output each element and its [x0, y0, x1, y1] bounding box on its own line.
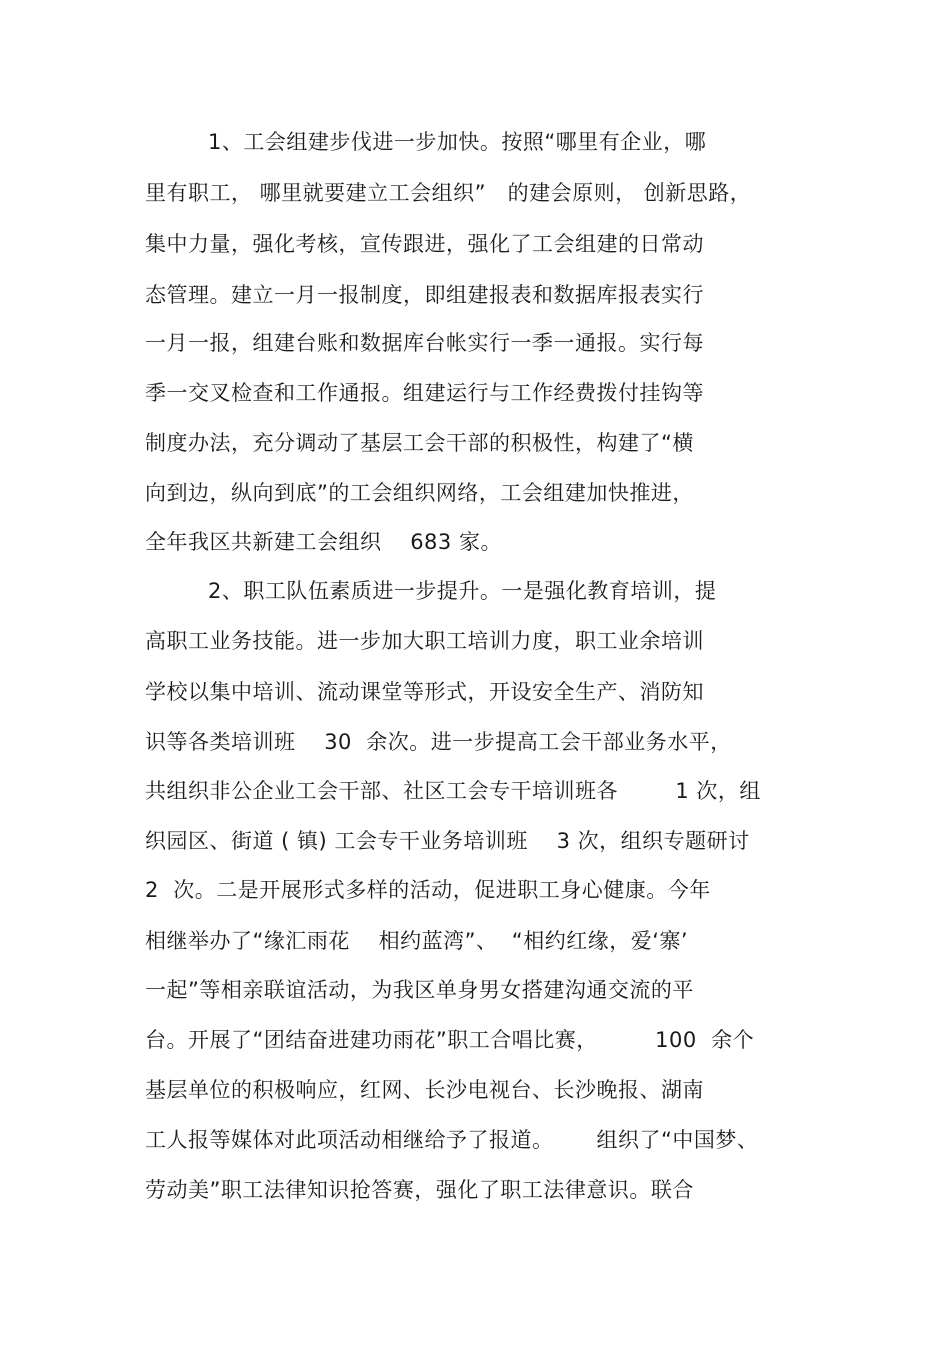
- paragraph-1-line-8: 向到边，纵向到底”的工会组织网络，工会组建加快推进，: [145, 481, 694, 505]
- paragraph-1-line-3: 集中力量，强化考核，宣传跟进，强化了工会组建的日常动: [145, 232, 704, 256]
- paragraph-2-line-8: 相继举办了“缘汇雨花 相约蓝湾”、 “相约红缘，爱‘寨’: [145, 929, 689, 953]
- paragraph-2-line-7: 2 次。二是开展形式多样的活动，促进职工身心健康。今年: [145, 878, 711, 902]
- paragraph-2-line-11: 基层单位的积极响应，红网、长沙电视台、长沙晚报、湖南: [145, 1078, 704, 1102]
- paragraph-2-line-9: 一起”等相亲联谊活动，为我区单身男女搭建沟通交流的平: [145, 978, 694, 1002]
- paragraph-2-line-4: 识等各类培训班 30 余次。进一步提高工会干部业务水平，: [145, 730, 732, 754]
- paragraph-2-line-13: 劳动美”职工法律知识抢答赛，强化了职工法律意识。联合: [145, 1178, 694, 1202]
- paragraph-2-line-2: 高职工业务技能。进一步加大职工培训力度，职工业余培训: [145, 629, 704, 653]
- paragraph-1-line-1: 1、工会组建步伐进一步加快。按照“哪里有企业，哪: [208, 130, 707, 154]
- paragraph-1-line-4: 态管理。建立一月一报制度，即组建报表和数据库报表实行: [145, 283, 704, 307]
- paragraph-1-line-7: 制度办法，充分调动了基层工会干部的积极性，构建了“横: [145, 431, 694, 455]
- paragraph-1-line-2: 里有职工， 哪里就要建立工会组织” 的建会原则， 创新思路，: [145, 181, 752, 205]
- paragraph-2-line-1: 2、职工队伍素质进一步提升。一是强化教育培训，提: [208, 579, 717, 603]
- paragraph-2-line-3: 学校以集中培训、流动课堂等形式，开设安全生产、消防知: [145, 680, 704, 704]
- paragraph-2-line-10: 台。开展了“团结奋进建功雨花”职工合唱比赛， 100 余个: [145, 1028, 755, 1052]
- paragraph-2-line-12: 工人报等媒体对此项活动相继给予了报道。 组织了“中国梦、: [145, 1128, 759, 1152]
- paragraph-1-line-9: 全年我区共新建工会组织 683 家。: [145, 530, 502, 554]
- paragraph-1-line-5: 一月一报，组建台账和数据库台帐实行一季一通报。实行每: [145, 331, 704, 355]
- paragraph-1-line-6: 季一交叉检查和工作通报。组建运行与工作经费拨付挂钩等: [145, 381, 704, 405]
- paragraph-2-line-5: 共组织非公企业工会干部、社区工会专干培训班各 1 次，组: [145, 779, 761, 803]
- paragraph-2-line-6: 织园区、街道 ( 镇) 工会专干业务培训班 3 次，组织专题研讨: [145, 829, 750, 853]
